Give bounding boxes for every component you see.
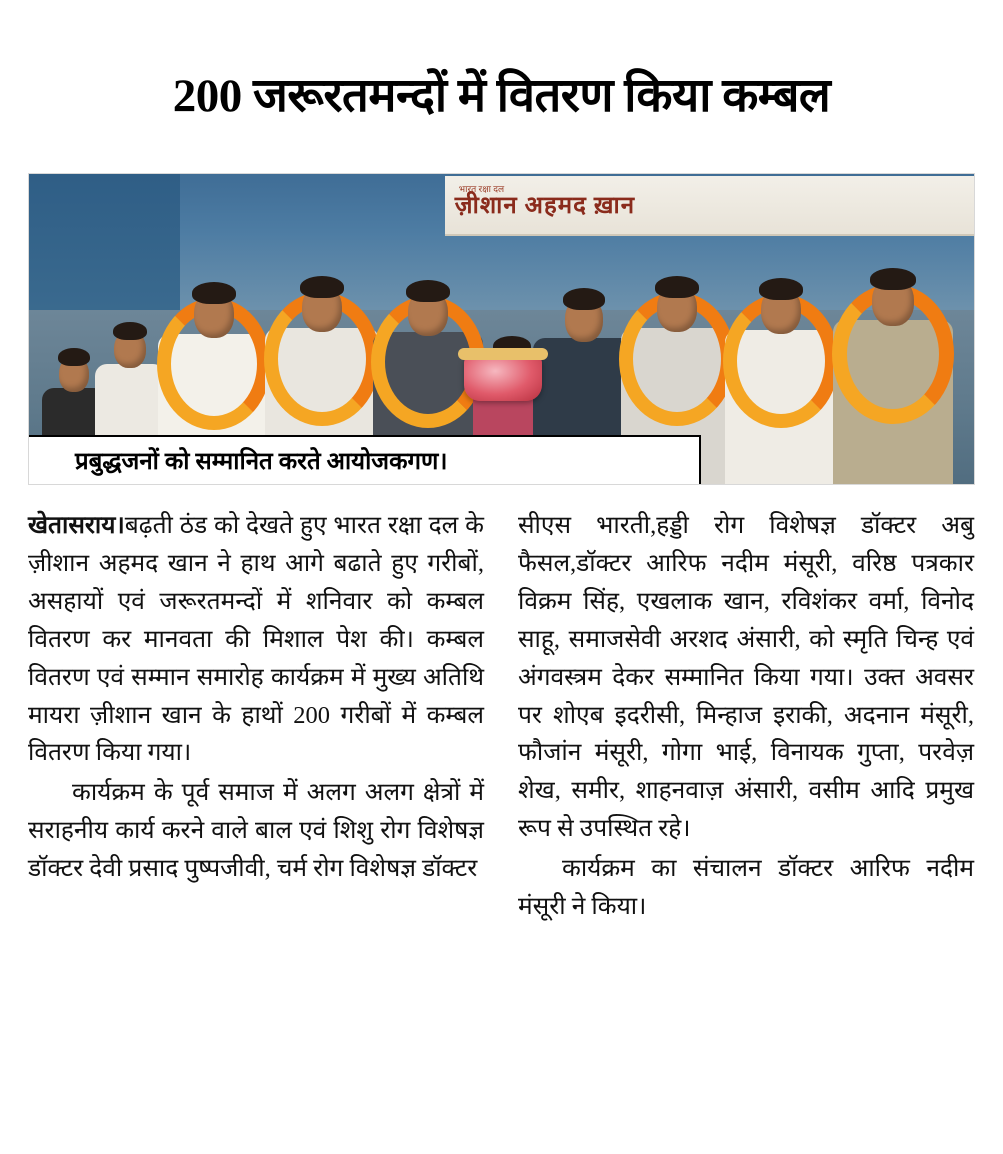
photo-caption-text: प्रबुद्ध‍जनों को सम्मानित करते आयोजकगण। <box>75 448 448 475</box>
article-body <box>28 507 975 927</box>
article-photo <box>28 173 975 485</box>
person-figure <box>829 254 957 484</box>
photo-caption <box>29 435 701 484</box>
article-column-left <box>28 507 484 927</box>
person-figure <box>721 262 841 484</box>
article-paragraph-text: बढ़ती ठंड को देखते हुए भारत रक्षा दल के ज़ीशान अहमद खान ने हाथ आगे बढाते हुए गरीबों, असहायों एवं जरूरतमन्दों में शनिवार को कम्बल वितरण कर मानवता की मिशाल पेश की। कम्बल वितरण एवं सम्मान समारोह कार्यक्रम में मुख्य अतिथि मायरा ज़ीशान खान के हाथों 200 गरीबों में कम्बल वितरण किया गया। <box>28 511 484 767</box>
event-banner-subtext: भारत रक्षा दल <box>458 183 505 194</box>
dateline: खेतासराय। <box>28 511 125 539</box>
gift-tray <box>464 355 542 401</box>
article-paragraph: कार्यक्रम के पूर्व समाज में अलग अलग क्षेत्रों में सराहनीय कार्य करने वाले बाल एवं शिशु रोग विशेषज्ञ डॉक्टर देवी प्रसाद पुष्पजीवी, चर्म रोग विशेषज्ञ डॉक्टर <box>28 779 484 883</box>
article-paragraph: सीएस भारती,हड्डी रोग विशेषज्ञ डॉक्टर अबु फैसल,डॉक्टर आरिफ नदीम मंसूरी, वरिष्ठ पत्रकार विक्रम सिंह, एखलाक खान, रविशंकर वर्मा, विनोद साहू, समाजसेवी अरशद अंसारी, को स्मृति चिन्ह एवं अंगवस्त्रम देकर सम्मानित किया गया। उक्त अवसर पर शोएब इदरीसी, मिन्हाज इराकी, अदनान मंसूरी, फौजांन मंसूरी, गोगा भाई, विनायक गुप्ता, परवेज़ शेख, समीर, शाहनवाज़ अंसारी, वसीम आदि प्रमुख रूप से उपस्थित रहे। <box>518 511 974 843</box>
event-banner <box>445 176 974 236</box>
event-banner-text: ज़ीशान अहमद ख़ान <box>454 192 636 219</box>
page-title: 200 जरूरतमन्दों में वितरण किया कम्बल <box>172 70 831 123</box>
article-paragraph <box>28 507 484 773</box>
newspaper-page <box>0 31 1003 1154</box>
article-column-right <box>518 507 974 927</box>
article-paragraph: कार्यक्रम का संचालन डॉक्टर आरिफ नदीम मंसूरी ने किया। <box>518 855 974 921</box>
